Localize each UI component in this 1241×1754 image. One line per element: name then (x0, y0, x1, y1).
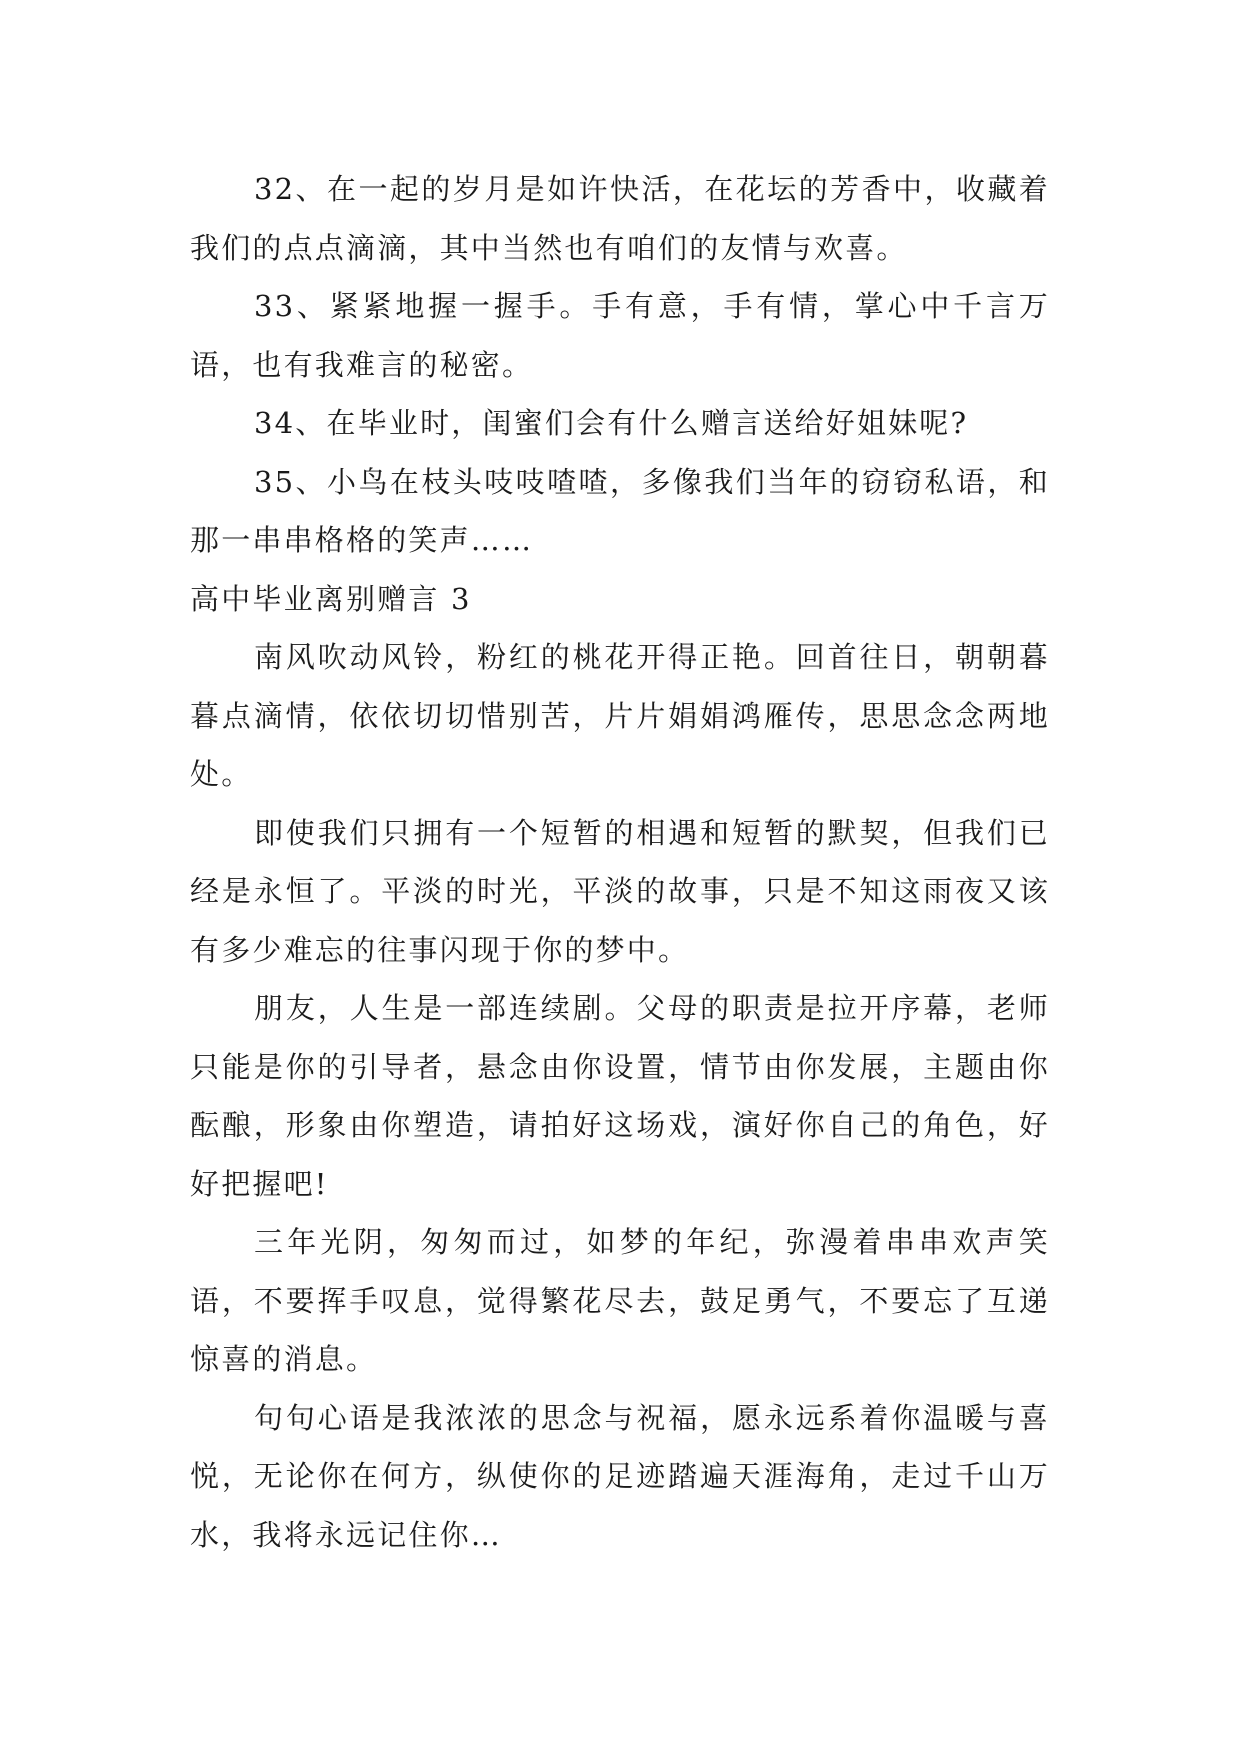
document-page (190, 160, 1050, 1564)
paragraph-friend-drama: 朋友，人生是一部连续剧。父母的职责是拉开序幕，老师只能是你的引导者，悬念由你设置，情节由你发展，主题由你酝酿，形象由你塑造，请拍好这场戏，演好你自己的角色，好好把握吧! (190, 991, 1050, 1201)
paragraph-32: 32、在一起的岁月是如许快活，在花坛的芳香中，收藏着我们的点点滴滴，其中当然也有咱们的友情与欢喜。 (190, 172, 1050, 265)
paragraph-35: 35、小鸟在枝头吱吱喳喳，多像我们当年的窃窃私语，和那一串串格格的笑声…… (190, 464, 1050, 557)
paragraph-33: 33、紧紧地握一握手。手有意，手有情，掌心中千言万语，也有我难言的秘密。 (190, 289, 1050, 382)
section-heading: 高中毕业离别赠言 3 (190, 581, 472, 616)
paragraph-heartfelt-words: 句句心语是我浓浓的思念与祝福，愿永远系着你温暖与喜悦，无论你在何方，纵使你的足迹踏遍天涯海角，走过千山万水，我将永远记住你… (190, 1400, 1050, 1552)
paragraph-three-years: 三年光阴，匆匆而过，如梦的年纪，弥漫着串串欢声笑语，不要挥手叹息，觉得繁花尽去，鼓足勇气，不要忘了互递惊喜的消息。 (190, 1225, 1050, 1376)
paragraph-south-wind: 南风吹动风铃，粉红的桃花开得正艳。回首往日，朝朝暮暮点滴情，依依切切惜别苦，片片娟娟鸿雁传，思思念念两地处。 (190, 640, 1050, 791)
paragraph-brief-meeting: 即使我们只拥有一个短暂的相遇和短暂的默契，但我们已经是永恒了。平淡的时光，平淡的故事，只是不知这雨夜又该有多少难忘的往事闪现于你的梦中。 (190, 815, 1050, 967)
paragraph-34: 34、在毕业时，闺蜜们会有什么赠言送给好姐妹呢? (254, 406, 969, 440)
